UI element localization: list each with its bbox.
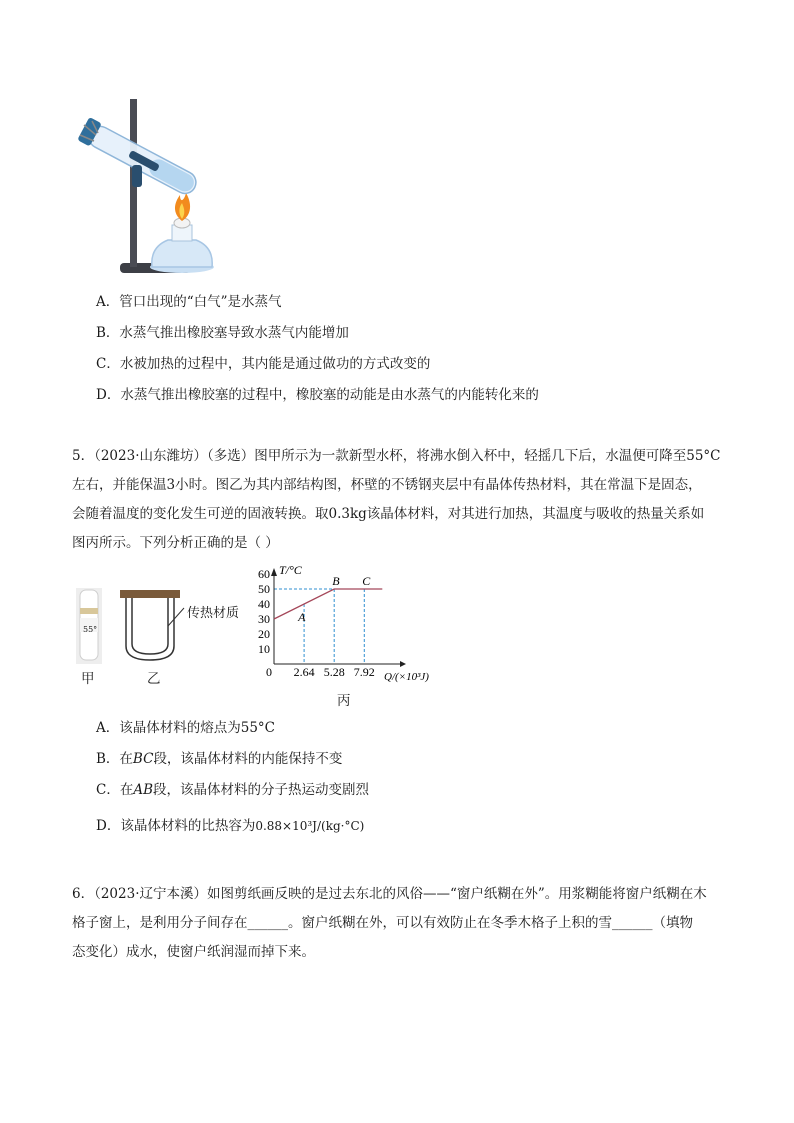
- y-tick-label: 40: [258, 597, 270, 611]
- q5-option-c: C．在AB段，该晶体材料的分子热运动变剧烈: [96, 782, 370, 798]
- q5-line-2: 左右，并能保温3小时。图乙为其内部结构图，杯壁的不锈钢夹层中有晶体传热材料，其在常温下是固态，: [72, 477, 702, 493]
- y-axis-label: T/°C: [279, 564, 302, 577]
- y-tick-label: 60: [258, 567, 270, 581]
- segment-bc: BC: [132, 751, 154, 767]
- x-axis-label: Q/(×10³J): [384, 671, 429, 683]
- figure-jia-label: 甲: [81, 671, 95, 687]
- origin-label: 0: [266, 665, 272, 679]
- q5-line-3: 会随着温度的变化发生可逆的固液转换。取0.3kg该晶体材料，对其进行加热，其温度与吸收的热量关系如: [72, 506, 705, 522]
- q4-option-d: D．水蒸气推出橡胶塞的过程中，橡胶塞的动能是由水蒸气的内能转化来的: [96, 387, 539, 403]
- point-label-c: C: [362, 574, 371, 588]
- q5-option-b: B．在BC段，该晶体材料的内能保持不变: [96, 751, 343, 767]
- q4-option-b: B．水蒸气推出橡胶塞导致水蒸气内能增加: [96, 325, 349, 341]
- q5-line-4: 图丙所示。下列分析正确的是（ ）: [72, 535, 279, 551]
- x-tick-label: 7.92: [353, 665, 375, 679]
- q4-option-c: C．水被加热的过程中，其内能是通过做功的方式改变的: [96, 356, 431, 372]
- figure-jia-cup: [74, 588, 104, 664]
- q6-stem: [72, 880, 724, 967]
- test-tube-heating-figure: [70, 95, 230, 280]
- point-label-b: B: [332, 574, 340, 588]
- q6-line-1: 6．（2023·辽宁本溪）如图剪纸画反映的是过去东北的风俗——“窗户纸糊在外”。用浆糊能将窗户纸糊在木: [72, 886, 707, 902]
- experiment-illustration: [70, 95, 230, 280]
- q5-stem: [72, 442, 724, 558]
- material-label: 传热材质: [187, 606, 240, 621]
- y-tick-label: 20: [258, 627, 270, 641]
- figure-yi-structure: [118, 590, 188, 666]
- figure-bing-chart: [248, 564, 448, 684]
- series-line: [274, 589, 382, 619]
- figure-bing-label: 丙: [337, 693, 351, 709]
- cup-temp-label: 55°: [83, 625, 98, 634]
- q5-line-1: 5．（2023·山东潍坊）（多选）图甲所示为一款新型水杯，将沸水倒入杯中，轻摇几下后，水温便可降至55°C: [72, 448, 721, 464]
- segment-ab: AB: [133, 782, 154, 798]
- x-tick-label: 2.64: [293, 665, 315, 679]
- y-axis-arrow: [271, 568, 277, 576]
- q5-option-d: D．该晶体材料的比热容为0.88×10³J/(kg·°C): [96, 818, 365, 834]
- figure-yi-label: 乙: [147, 671, 161, 687]
- q6-line-2: 格子窗上，是利用分子间存在______。窗户纸糊在外，可以有效防止在冬季木格子上积的雪______（填物: [72, 915, 693, 931]
- q6-line-3: 态变化）成水，使窗户纸润湿而掉下来。: [72, 944, 315, 960]
- temperature-heat-chart: [248, 564, 448, 684]
- q4-option-a: A．管口出现的“白气”是水蒸气: [96, 294, 282, 310]
- x-axis-arrow: [400, 661, 406, 667]
- y-tick-label: 50: [258, 582, 270, 596]
- y-tick-label: 30: [258, 612, 270, 626]
- specific-heat-value: 0.88×10³J/(kg·°C): [255, 819, 365, 833]
- x-tick-label: 5.28: [323, 665, 345, 679]
- point-label-a: A: [298, 610, 306, 624]
- q5-option-a: A．该晶体材料的熔点为55°C: [96, 720, 276, 736]
- y-tick-label: 10: [258, 642, 270, 656]
